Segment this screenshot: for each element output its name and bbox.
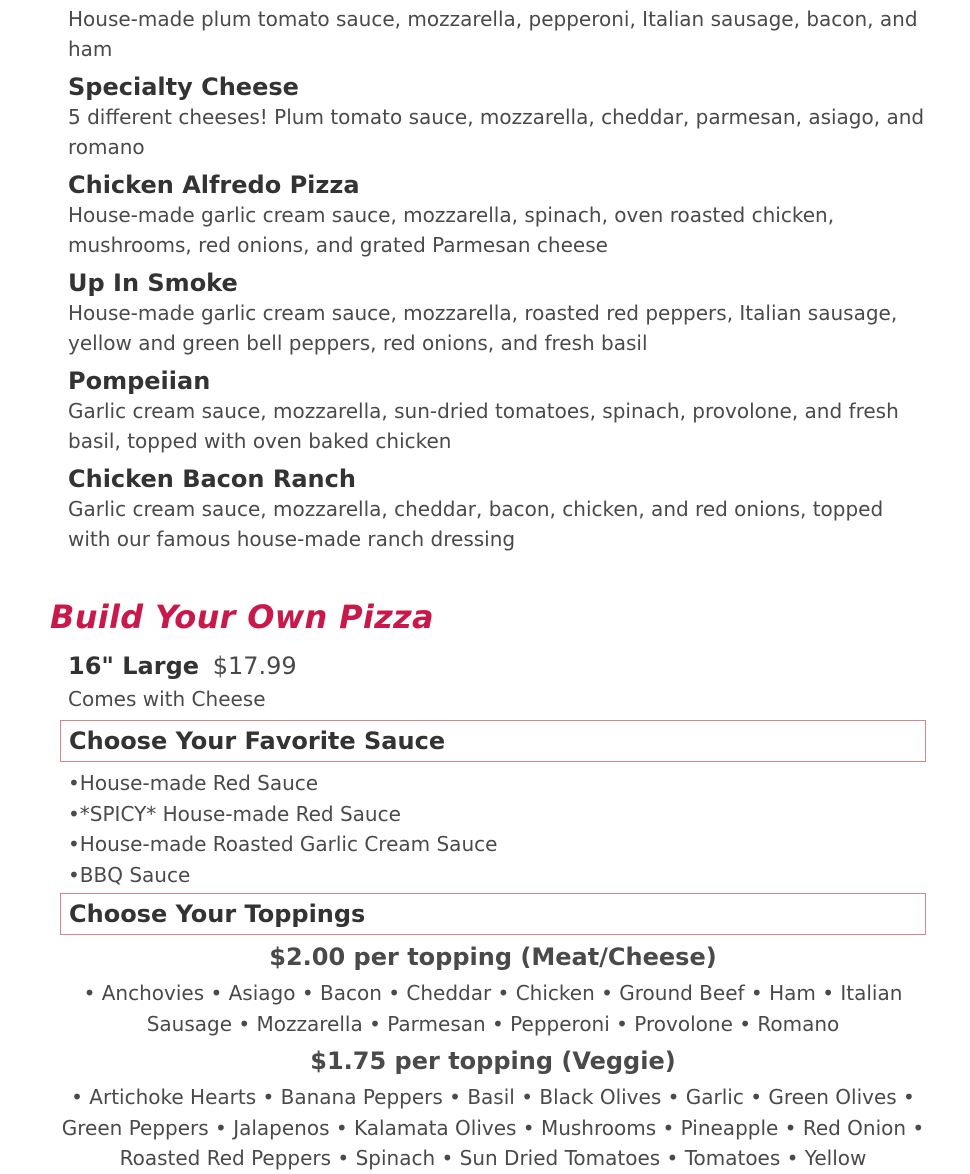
- meat-cheese-toppings: [60, 940, 926, 1039]
- veggie-price: $1.75 per topping (Veggie): [310, 1047, 676, 1075]
- specialty-pizza-list: [68, 4, 928, 562]
- pizza-description: Garlic cream sauce, mozzarella, cheddar, bacon, chicken, and red onions, topped with our famous house-made ranch dressing: [68, 497, 884, 551]
- pizza-description: Garlic cream sauce, mozzarella, sun-dried tomatoes, spinach, provolone, and fresh basil, topped with oven baked chicken: [68, 399, 899, 453]
- pizza-name: Pompeiian: [68, 367, 211, 395]
- list-item: •BBQ Sauce: [68, 862, 191, 887]
- veggie-topping-list: • Artichoke Hearts • Banana Peppers • Basil • Black Olives • Garlic • Green Olives • Green Peppers • Jalapenos • Kalamata Olives • Mushrooms • Pineapple • Red Onion • Roasted Red Peppers • Spinach • Sun Dried Tomatoes • Tomatoes • Yellow: [61, 1085, 925, 1170]
- pizza-description: House-made garlic cream sauce, mozzarella, roasted red peppers, Italian sausage, yellow and green bell peppers, red onions, and fresh basil: [68, 301, 898, 355]
- pizza-description: House-made garlic cream sauce, mozzarella, spinach, oven roasted chicken, mushrooms, red onions, and grated Parmesan cheese: [68, 203, 835, 257]
- list-item: •House-made Roasted Garlic Cream Sauce: [68, 832, 498, 856]
- pizza-item: [68, 268, 928, 358]
- meat-cheese-price: $2.00 per topping (Meat/Cheese): [269, 943, 717, 971]
- meat-cheese-topping-list: • Anchovies • Asiago • Bacon • Cheddar • Chicken • Ground Beef • Ham • Italian Sausage • Mozzarella • Parmesan • Pepperoni • Provolone • Romano: [83, 981, 903, 1036]
- list-item: •*SPICY* House-made Red Sauce: [68, 801, 401, 826]
- list-item: •House-made Red Sauce: [68, 771, 319, 795]
- size-price: $17.99: [212, 652, 297, 680]
- sauce-list: [68, 768, 497, 890]
- pizza-item: [68, 464, 928, 554]
- size-label: 16" Large: [68, 652, 200, 680]
- pizza-item: [68, 366, 928, 456]
- veggie-toppings: [60, 1044, 926, 1174]
- size-line: [68, 652, 297, 680]
- sauce-section-header: Choose Your Favorite Sauce: [60, 720, 926, 762]
- toppings-section-header: Choose Your Toppings: [60, 893, 926, 935]
- pizza-item: [68, 72, 928, 162]
- pizza-item: [68, 170, 928, 260]
- pizza-name: Up In Smoke: [68, 269, 238, 297]
- pizza-name: Chicken Alfredo Pizza: [68, 171, 360, 199]
- build-your-own-title: Build Your Own Pizza: [50, 598, 434, 636]
- pizza-description: 5 different cheeses! Plum tomato sauce, mozzarella, cheddar, parmesan, asiago, and romano: [68, 105, 925, 159]
- pizza-name: Chicken Bacon Ranch: [68, 465, 356, 493]
- pizza-item: [68, 4, 928, 64]
- pizza-name: Specialty Cheese: [68, 73, 299, 101]
- pizza-description: House-made plum tomato sauce, mozzarella, pepperoni, Italian sausage, bacon, and ham: [68, 7, 918, 61]
- comes-with-note: Comes with Cheese: [68, 687, 266, 711]
